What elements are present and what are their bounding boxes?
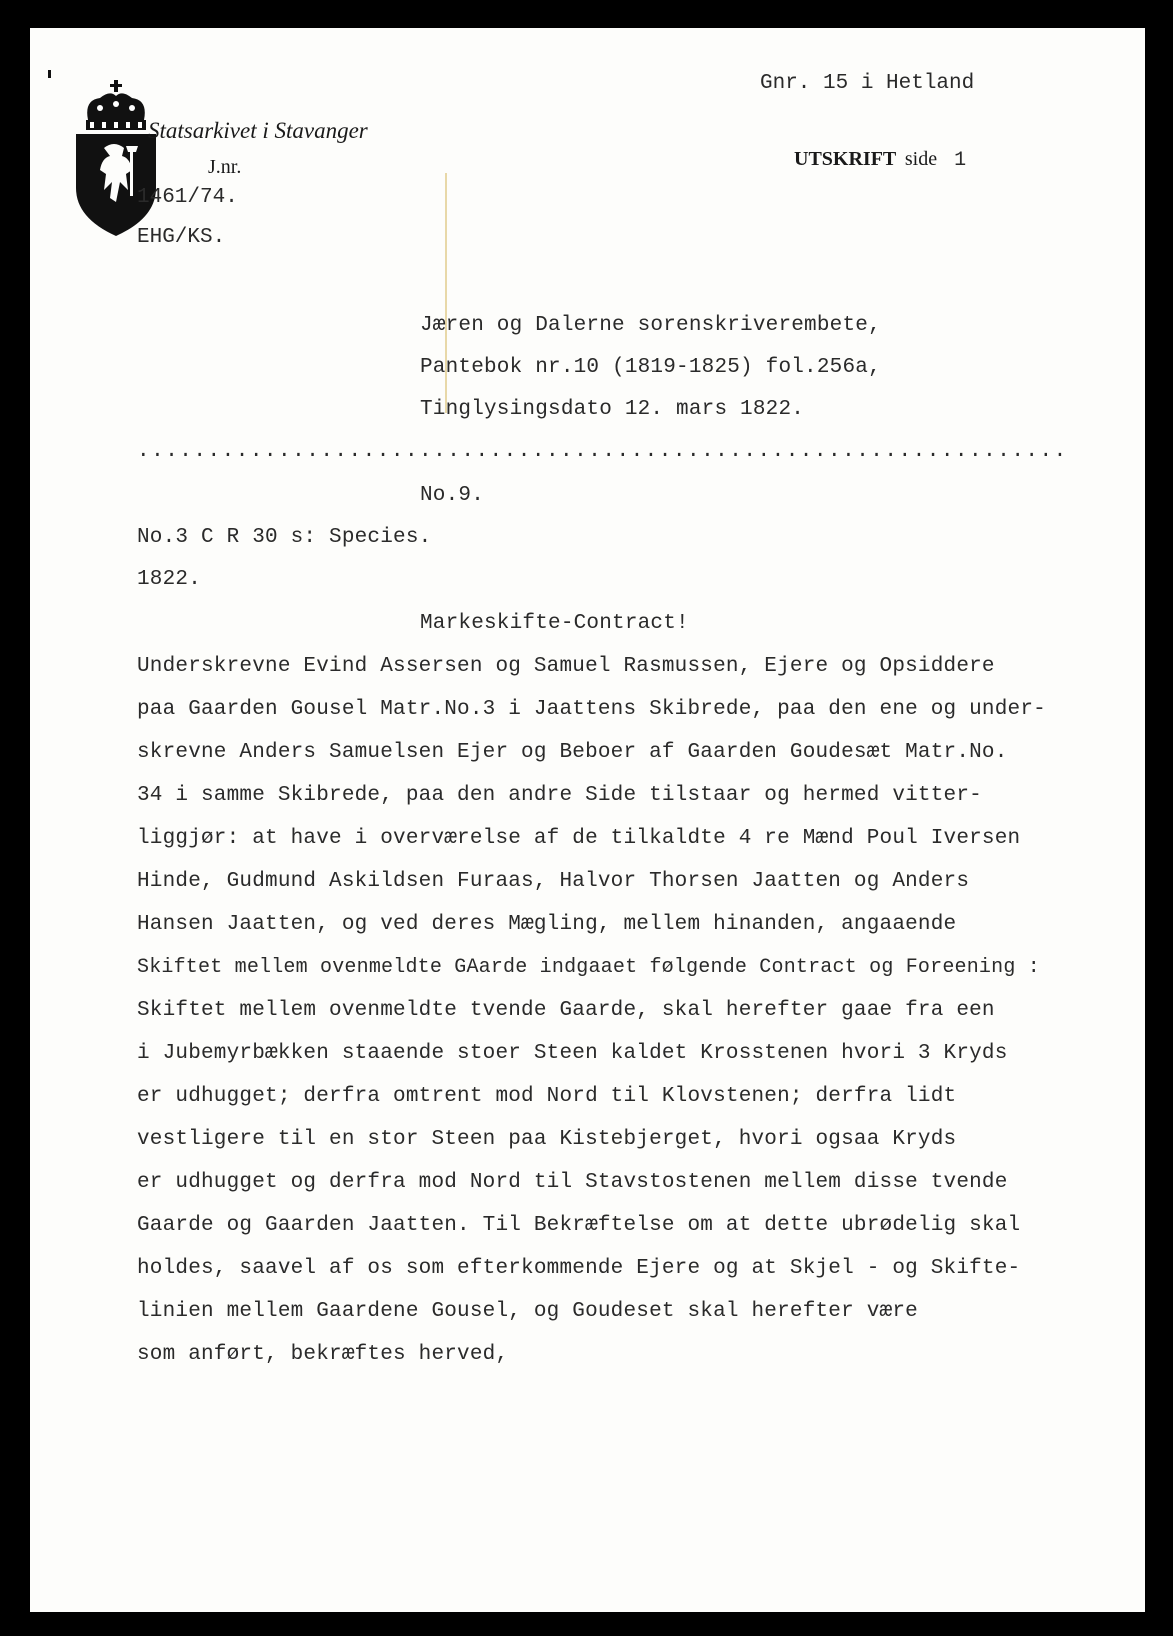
- text-line: linien mellem Gaardene Gousel, og Goudeset skal herefter være: [137, 1300, 918, 1323]
- text-line: Skiftet mellem ovenmeldte GAarde indgaaet følgende Contract og Foreening :: [137, 956, 1040, 979]
- text-line: vestligere til en stor Steen paa Kistebjerget, hvori ogsaa Kryds: [137, 1128, 957, 1151]
- side-number: 1: [954, 149, 967, 172]
- entry-title: Markeskifte-Contract!: [420, 612, 689, 635]
- text-line: Underskrevne Evind Assersen og Samuel Rasmussen, Ejere og Opsiddere: [137, 655, 995, 678]
- text-line: 34 i samme Skibrede, paa den andre Side tilstaar og hermed vitter-: [137, 784, 982, 807]
- archive-name: Statsarkivet i Stavanger: [148, 118, 368, 143]
- scan-mark: [48, 70, 51, 78]
- document-page: [30, 28, 1145, 1612]
- text-line: Skiftet mellem ovenmeldte tvende Gaarde, skal herefter gaae fra een: [137, 999, 995, 1022]
- side-label: side: [904, 148, 938, 170]
- text-line: er udhugget og derfra mod Nord til Stavstostenen mellem disse tvende: [137, 1171, 1008, 1194]
- text-line: liggjør: at have i overværelse af de tilkaldte 4 re Mænd Poul Iversen: [137, 827, 1021, 850]
- text-line: Hinde, Gudmund Askildsen Furaas, Halvor Thorsen Jaatten og Anders: [137, 870, 970, 893]
- entry-reference: No.3 C R 30 s: Species.: [137, 526, 432, 549]
- coat-of-arms-icon: [70, 78, 162, 238]
- text-line: Hansen Jaatten, og ved deres Mægling, mellem hinanden, angaaende: [137, 913, 957, 936]
- text-line: paa Gaarden Gousel Matr.No.3 i Jaattens Skibrede, paa den ene og under-: [137, 698, 1046, 721]
- jnr-label: J.nr.: [208, 156, 242, 178]
- text-line: Gaarde og Gaarden Jaatten. Til Bekræftelse om at dette ubrødelig skal: [137, 1214, 1021, 1237]
- text-line: holdes, saavel af os som efterkommende Ejere og at Skjel - og Skifte-: [137, 1257, 1021, 1280]
- dotted-separator: ..................................................................: [137, 440, 1068, 463]
- utskrift-text: UTSKRIFT: [794, 148, 896, 170]
- text-line: skrevne Anders Samuelsen Ejer og Beboer af Gaarden Goudesæt Matr.No.: [137, 741, 1008, 764]
- text-line: i Jubemyrbækken staaende stoer Steen kaldet Krosstenen hvori 3 Kryds: [137, 1042, 1008, 1065]
- entry-number: No.9.: [420, 484, 485, 507]
- source-line-2: Pantebok nr.10 (1819-1825) fol.256a,: [420, 356, 881, 379]
- source-line-3: Tinglysingsdato 12. mars 1822.: [420, 398, 805, 421]
- initials: EHG/KS.: [137, 226, 226, 249]
- source-line-1: Jæren og Dalerne sorenskriverembete,: [420, 314, 881, 337]
- jnr-value: 1461/74.: [137, 186, 238, 209]
- text-line: er udhugget; derfra omtrent mod Nord til Klovstenen; derfra lidt: [137, 1085, 957, 1108]
- utskrift-label: [794, 148, 966, 172]
- text-line: som anført, bekræftes herved,: [137, 1343, 509, 1366]
- gnr-label: Gnr. 15 i Hetland: [760, 72, 975, 95]
- entry-year: 1822.: [137, 568, 202, 591]
